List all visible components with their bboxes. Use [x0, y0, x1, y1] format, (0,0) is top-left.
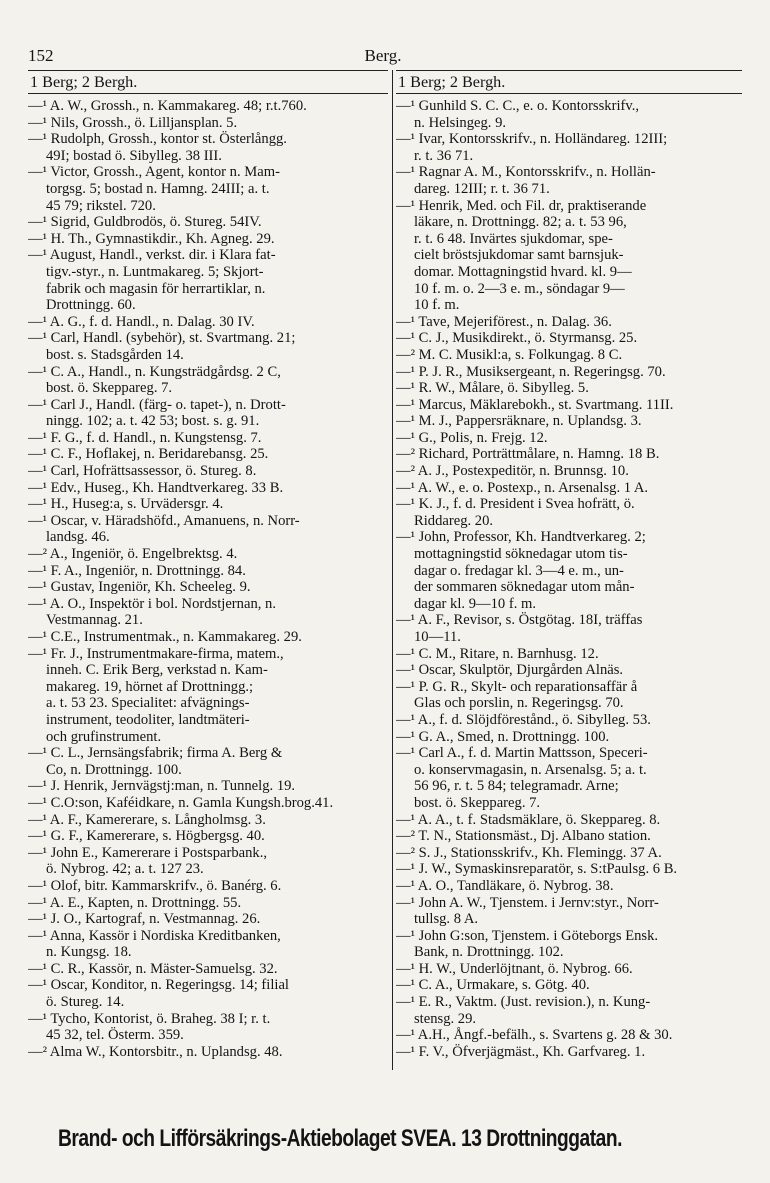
- entry-continuation-line: 10 f. m. o. 2—3 e. m., söndagar 9—: [414, 280, 625, 297]
- entry-line: —¹ John G:son, Tjenstem. i Göteborgs Ensk.: [396, 927, 659, 944]
- directory-entry: [28, 214, 388, 231]
- directory-entry: [28, 115, 388, 132]
- entry-line: —¹ C. L., Jernsängsfabrik; firma A. Berg &: [28, 745, 283, 762]
- entry-line: —¹ C. A., Handl., n. Kungsträdgårdsg. 2 C,: [28, 363, 281, 380]
- entry-line: —¹ E. R., Vaktm. (Just. revision.), n. Kung-: [396, 994, 651, 1011]
- directory-entry: [28, 828, 388, 845]
- entry-continuation-line: 56 96, r. t. 5 84; telegramadr. Arne;: [414, 778, 619, 795]
- entry-continuation-line: der sommaren söknedagar utom mån-: [414, 579, 635, 596]
- directory-entry: [28, 314, 388, 331]
- entry-line: —¹ G. F., Kamererare, s. Högbergsg. 40.: [28, 828, 265, 845]
- entry-line: —¹ F. A., Ingeniör, n. Drottningg. 84.: [28, 562, 246, 579]
- directory-entry: [28, 1044, 388, 1061]
- directory-entry: [28, 579, 388, 596]
- directory-entry: [396, 98, 742, 131]
- entry-line: —¹ Fr. J., Instrumentmakare-firma, matem.,: [28, 645, 284, 662]
- right-column-heading: 1 Berg; 2 Bergh.: [396, 70, 742, 94]
- directory-entry: [396, 131, 742, 164]
- entry-line: —¹ Nils, Grossh., ö. Lilljansplan. 5.: [28, 114, 238, 131]
- entry-line: —¹ Victor, Grossh., Agent, kontor n. Mam-: [28, 164, 280, 181]
- entry-continuation-line: ningg. 102; a. t. 42 53; bost. s. g. 91.: [46, 413, 260, 430]
- directory-entry: [28, 629, 388, 646]
- directory-entry: [28, 131, 388, 164]
- advertisement-footer: Brand- och Lifförsäkrings-Aktiebolaget SVEA. 13 Drottninggatan.: [58, 1125, 622, 1152]
- directory-entry: [396, 496, 742, 529]
- entry-line: —¹ F. G., f. d. Handl., n. Kungstensg. 7.: [28, 429, 262, 446]
- directory-entry: [396, 1027, 742, 1044]
- entry-line: —¹ John A. W., Tjenstem. i Jernv:styr., Norr-: [396, 894, 659, 911]
- entry-line: —¹ Oscar, v. Häradshöfd., Amanuens, n. Norr-: [28, 512, 300, 529]
- entry-line: —¹ Tycho, Kontorist, ö. Braheg. 38 I; r. t.: [28, 1010, 271, 1027]
- directory-entry: [396, 430, 742, 447]
- entry-line: —¹ K. J., f. d. President i Svea hofrätt, ö.: [396, 496, 635, 513]
- entry-line: —¹ G., Polis, n. Frejg. 12.: [396, 429, 548, 446]
- entry-continuation-line: o. konservmagasin, n. Arsenalsg. 5; a. t.: [414, 761, 647, 778]
- entry-line: —¹ Tave, Mejeriförest., n. Dalag. 36.: [396, 313, 612, 330]
- entry-line: —¹ A. F., Revisor, s. Östgötag. 18I, träffas: [396, 612, 643, 629]
- directory-entry: [396, 729, 742, 746]
- directory-entry: [28, 646, 388, 746]
- entry-continuation-line: Co, n. Drottningg. 100.: [46, 761, 182, 778]
- directory-entry: [28, 596, 388, 629]
- left-column-heading: 1 Berg; 2 Bergh.: [28, 70, 388, 94]
- entry-continuation-line: n. Helsingeg. 9.: [414, 114, 507, 131]
- directory-entry: [396, 347, 742, 364]
- directory-entry: [396, 878, 742, 895]
- directory-entry: [396, 662, 742, 679]
- entry-line: —¹ Carl, Hofrättsassessor, ö. Stureg. 8.: [28, 463, 257, 480]
- entry-line: —¹ C. J., Musikdirekt., ö. Styrmansg. 25.: [396, 330, 638, 347]
- entry-line: —² S. J., Stationsskrifv., Kh. Flemingg. 37 A.: [396, 844, 662, 861]
- directory-entry: [396, 745, 742, 811]
- left-column: [28, 70, 388, 1070]
- entry-line: —¹ Rudolph, Grossh., kontor st. Österlångg.: [28, 131, 287, 148]
- directory-entry: [396, 397, 742, 414]
- entry-continuation-line: Drottningg. 60.: [46, 297, 136, 314]
- entry-line: —¹ F. V., Öfverjägmäst., Kh. Garfvareg. 1.: [396, 1043, 646, 1060]
- directory-entry: [28, 1011, 388, 1044]
- entry-continuation-line: 10 f. m.: [414, 297, 460, 314]
- entry-line: —¹ M. J., Pappersräknare, n. Uplandsg. 3.: [396, 413, 642, 430]
- directory-entry: [28, 778, 388, 795]
- left-entry-list: [28, 94, 388, 1060]
- directory-entry: [28, 480, 388, 497]
- directory-entry: [396, 895, 742, 928]
- entry-line: —¹ A., f. d. Slöjdförestånd., ö. Sibylleg. 53.: [396, 711, 651, 728]
- entry-continuation-line: Riddareg. 20.: [414, 512, 494, 529]
- directory-entry: [396, 164, 742, 197]
- entry-line: —¹ G. A., Smed, n. Drottningg. 100.: [396, 728, 610, 745]
- directory-entry: [28, 812, 388, 829]
- page-title: Berg.: [364, 46, 402, 65]
- entry-line: —¹ Anna, Kassör i Nordiska Kreditbanken,: [28, 927, 281, 944]
- entry-line: —¹ H. W., Underlöjtnant, ö. Nybrog. 66.: [396, 960, 633, 977]
- entry-line: —¹ Henrik, Med. och Fil. dr, praktiserande: [396, 197, 647, 214]
- directory-entry: [28, 330, 388, 363]
- directory-entry: [28, 231, 388, 248]
- page-number: 152: [28, 46, 54, 65]
- directory-entry: [396, 961, 742, 978]
- directory-entry: [396, 314, 742, 331]
- entry-line: —¹ Ivar, Kontorsskrifv., n. Holländareg. 12III;: [396, 131, 668, 148]
- directory-entry: [396, 828, 742, 845]
- directory-entry: [28, 430, 388, 447]
- directory-entry: [396, 198, 742, 314]
- directory-entry: [28, 961, 388, 978]
- entry-line: —² A., Ingeniör, ö. Engelbrektsg. 4.: [28, 546, 238, 563]
- entry-line: —¹ A. E., Kapten, n. Drottningg. 55.: [28, 894, 242, 911]
- right-entry-list: [396, 94, 742, 1060]
- directory-entry: [396, 928, 742, 961]
- entry-continuation-line: Bank, n. Drottningg. 102.: [414, 944, 564, 961]
- directory-entry: [396, 463, 742, 480]
- entry-continuation-line: dagar o. fredagar kl. 3—4 e. m., un-: [414, 562, 624, 579]
- entry-continuation-line: r. t. 36 71.: [414, 147, 474, 164]
- directory-entry: [396, 1044, 742, 1061]
- directory-entry: [396, 330, 742, 347]
- directory-entry: [28, 247, 388, 313]
- directory-entry: [28, 397, 388, 430]
- entry-line: —¹ Gustav, Ingeniör, Kh. Scheeleg. 9.: [28, 579, 251, 596]
- directory-entry: [28, 563, 388, 580]
- entry-line: —² M. C. Musikl:a, s. Folkungag. 8 C.: [396, 346, 623, 363]
- entry-line: —¹ Olof, bitr. Kammarskrifv., ö. Banérg. 6.: [28, 877, 282, 894]
- entry-line: —¹ Oscar, Konditor, n. Regeringsg. 14; filial: [28, 977, 289, 994]
- entry-line: —² A. J., Postexpeditör, n. Brunnsg. 10.: [396, 463, 629, 480]
- directory-entry: [28, 911, 388, 928]
- directory-entry: [28, 98, 388, 115]
- entry-line: —¹ Carl, Handl. (sybehör), st. Svartmang. 21;: [28, 330, 296, 347]
- directory-entry: [28, 745, 388, 778]
- entry-line: —¹ John E., Kamererare i Postsparbank.,: [28, 844, 268, 861]
- entry-continuation-line: mottagningstid söknedagar utom tis-: [414, 546, 628, 563]
- column-divider: [392, 70, 393, 1070]
- entry-continuation-line: dareg. 12III; r. t. 36 71.: [414, 180, 550, 197]
- directory-entry: [28, 977, 388, 1010]
- entry-line: —² Richard, Porträttmålare, n. Hamng. 18 B.: [396, 446, 660, 463]
- directory-entry: [28, 364, 388, 397]
- entry-line: —¹ C.O:son, Kaféidkare, n. Gamla Kungsh.brog.41.: [28, 794, 334, 811]
- entry-continuation-line: Glas och porslin, n. Regeringsg. 70.: [414, 695, 624, 712]
- entry-line: —¹ P. G. R., Skylt- och reparationsaffär å: [396, 678, 638, 695]
- entry-line: —¹ Ragnar A. M., Kontorsskrifv., n. Hollän-: [396, 164, 656, 181]
- entry-line: —¹ H. Th., Gymnastikdir., Kh. Agneg. 29.: [28, 230, 275, 247]
- directory-entry: [28, 496, 388, 513]
- directory-entry: [396, 994, 742, 1027]
- entry-continuation-line: Vestmannag. 21.: [46, 612, 143, 629]
- entry-continuation-line: bost. s. Stadsgården 14.: [46, 346, 184, 363]
- entry-continuation-line: bost. ö. Skeppareg. 7.: [414, 794, 541, 811]
- directory-entry: [396, 529, 742, 612]
- entry-continuation-line: domar. Mottagningstid hvard. kl. 9—: [414, 263, 632, 280]
- entry-line: —¹ A. O., Tandläkare, ö. Nybrog. 38.: [396, 877, 614, 894]
- entry-continuation-line: ö. Nybrog. 42; a. t. 127 23.: [46, 861, 204, 878]
- directory-entry: [396, 380, 742, 397]
- entry-line: —¹ Marcus, Mäklarebokh., st. Svartmang. 11II.: [396, 396, 674, 413]
- entry-continuation-line: tigv.-styr., n. Luntmakareg. 5; Skjort-: [46, 263, 264, 280]
- entry-line: —¹ C. M., Ritare, n. Barnhusg. 12.: [396, 645, 599, 662]
- entry-line: —² Alma W., Kontorsbitr., n. Uplandsg. 48.: [28, 1043, 283, 1060]
- directory-entry: [28, 895, 388, 912]
- entry-continuation-line: n. Kungsg. 18.: [46, 944, 132, 961]
- entry-line: —¹ A. F., Kamererare, s. Långholmsg. 3.: [28, 811, 266, 828]
- entry-line: —¹ J. W., Symaskinsreparatör, s. S:tPaulsg. 6 B.: [396, 861, 678, 878]
- directory-entry: [396, 861, 742, 878]
- entry-line: —¹ R. W., Målare, ö. Sibylleg. 5.: [396, 380, 589, 397]
- entry-continuation-line: dagar kl. 9—10 f. m.: [414, 595, 536, 612]
- right-column: [396, 70, 742, 1070]
- entry-line: —¹ Carl A., f. d. Martin Mattsson, Speceri-: [396, 745, 648, 762]
- entry-continuation-line: landsg. 46.: [46, 529, 110, 546]
- entry-continuation-line: instrument, teodoliter, landtmäteri-: [46, 711, 250, 728]
- entry-line: —¹ A. O., Inspektör i bol. Nordstjernan, n.: [28, 595, 276, 612]
- entry-continuation-line: bost. ö. Skeppareg. 7.: [46, 380, 173, 397]
- entry-continuation-line: läkare, n. Drottningg. 82; a. t. 53 96,: [414, 214, 627, 231]
- directory-entry: [28, 795, 388, 812]
- entry-line: —¹ John, Professor, Kh. Handtverkareg. 2;: [396, 529, 646, 546]
- entry-line: —¹ C. A., Urmakare, s. Götg. 40.: [396, 977, 590, 994]
- entry-continuation-line: torgsg. 5; bostad n. Hamng. 24III; a. t.: [46, 180, 270, 197]
- directory-columns: [28, 70, 742, 1070]
- entry-continuation-line: fabrik och magasin för herrartiklar, n.: [46, 280, 266, 297]
- page-header: [28, 46, 738, 68]
- entry-continuation-line: ö. Stureg. 14.: [46, 994, 125, 1011]
- directory-entry: [28, 878, 388, 895]
- entry-continuation-line: 45 32, tel. Österm. 359.: [46, 1027, 184, 1044]
- directory-entry: [28, 513, 388, 546]
- entry-continuation-line: 49I; bostad ö. Sibylleg. 38 III.: [46, 147, 222, 164]
- entry-continuation-line: stensg. 29.: [414, 1010, 477, 1027]
- entry-continuation-line: inneh. C. Erik Berg, verkstad n. Kam-: [46, 662, 268, 679]
- entry-continuation-line: 45 79; rikstel. 720.: [46, 197, 156, 214]
- entry-line: —¹ Oscar, Skulptör, Djurgården Alnäs.: [396, 662, 624, 679]
- directory-entry: [28, 845, 388, 878]
- entry-line: —¹ J. Henrik, Jernvägstj:man, n. Tunnelg. 19.: [28, 778, 296, 795]
- directory-entry: [396, 812, 742, 829]
- directory-entry: [396, 845, 742, 862]
- directory-entry: [28, 463, 388, 480]
- entry-continuation-line: tullsg. 8 A.: [414, 911, 479, 928]
- entry-continuation-line: 10—11.: [414, 629, 461, 645]
- entry-line: —¹ A. G., f. d. Handl., n. Dalag. 30 IV.: [28, 313, 255, 330]
- entry-line: —¹ A. W., e. o. Postexp., n. Arsenalsg. 1 A.: [396, 479, 649, 496]
- entry-line: —² T. N., Stationsmäst., Dj. Albano station.: [396, 828, 651, 845]
- entry-line: —¹ Edv., Huseg., Kh. Handtverkareg. 33 B.: [28, 479, 284, 496]
- entry-continuation-line: makareg. 19, hörnet af Drottningg.;: [46, 678, 254, 695]
- directory-entry: [28, 928, 388, 961]
- directory-entry: [396, 712, 742, 729]
- entry-continuation-line: och grufinstrument.: [46, 728, 162, 745]
- directory-entry: [28, 164, 388, 214]
- directory-entry: [396, 446, 742, 463]
- entry-line: —¹ H., Huseg:a, s. Urvädersgr. 4.: [28, 496, 224, 513]
- directory-entry: [396, 679, 742, 712]
- directory-entry: [28, 446, 388, 463]
- entry-continuation-line: r. t. 6 48. Invärtes sjukdomar, spe-: [414, 230, 613, 247]
- directory-entry: [396, 480, 742, 497]
- entry-continuation-line: cielt bröstsjukdomar samt barnsjuk-: [414, 247, 624, 264]
- entry-line: —¹ A. A., t. f. Stadsmäklare, ö. Skeppareg. 8.: [396, 811, 661, 828]
- entry-continuation-line: a. t. 53 23. Specialitet: afvägnings-: [46, 695, 250, 712]
- entry-line: —¹ C.E., Instrumentmak., n. Kammakareg. 29.: [28, 629, 302, 645]
- entry-line: —¹ August, Handl., verkst. dir. i Klara fat-: [28, 247, 276, 264]
- directory-entry: [396, 364, 742, 381]
- entry-line: —¹ C. F., Hoflakej, n. Beridarebansg. 25.: [28, 446, 269, 463]
- directory-entry: [28, 546, 388, 563]
- directory-entry: [396, 612, 742, 645]
- directory-entry: [396, 646, 742, 663]
- entry-line: —¹ P. J. R., Musiksergeant, n. Regeringsg. 70.: [396, 363, 666, 380]
- entry-line: —¹ J. O., Kartograf, n. Vestmannag. 26.: [28, 911, 261, 928]
- entry-line: —¹ C. R., Kassör, n. Mäster-Samuelsg. 32.: [28, 960, 278, 977]
- directory-entry: [396, 977, 742, 994]
- entry-line: —¹ Carl J., Handl. (färg- o. tapet-), n. Drott-: [28, 396, 286, 413]
- entry-line: —¹ A.H., Ångf.-befälh., s. Svartens g. 28 & 30.: [396, 1027, 673, 1044]
- entry-line: —¹ Sigrid, Guldbrodös, ö. Stureg. 54IV.: [28, 214, 262, 231]
- entry-line: —¹ Gunhild S. C. C., e. o. Kontorsskrifv.,: [396, 98, 640, 114]
- entry-line: —¹ A. W., Grossh., n. Kammakareg. 48; r.t.760.: [28, 98, 307, 114]
- directory-entry: [396, 413, 742, 430]
